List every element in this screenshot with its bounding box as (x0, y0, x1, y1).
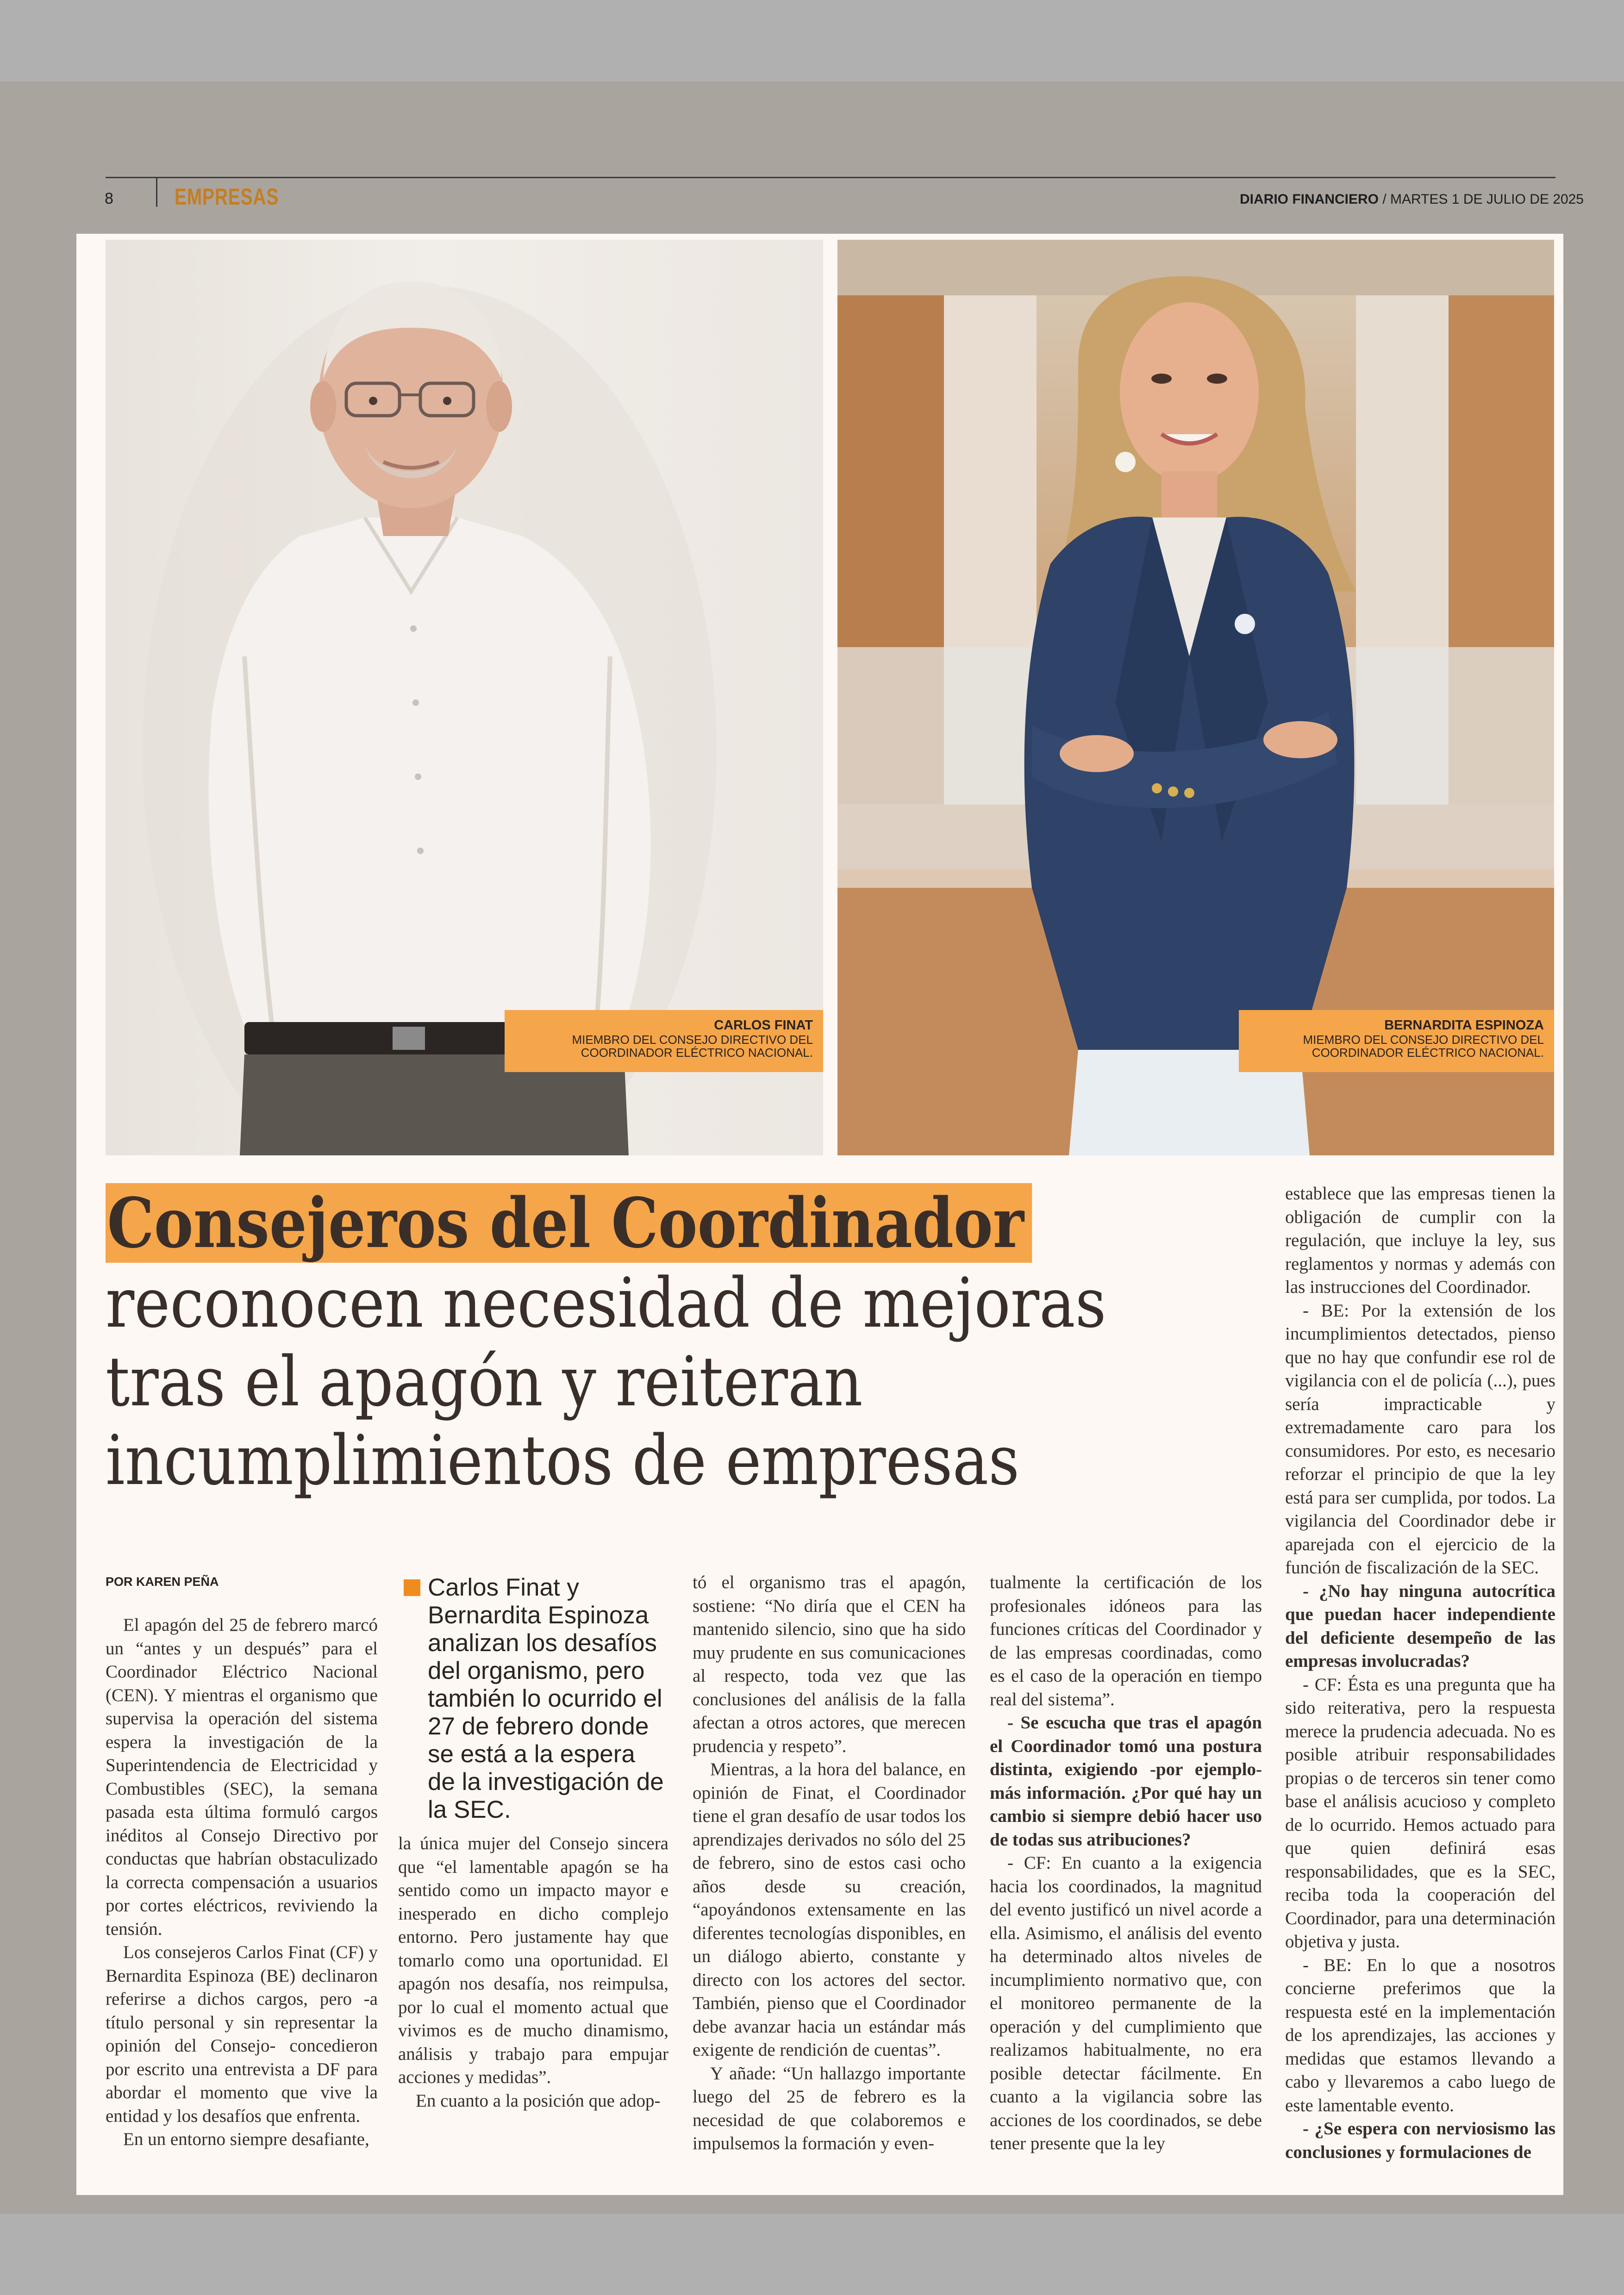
paragraph: Los consejeros Carlos Finat (CF) y Bernardita Espinoza (BE) declinaron referirse a dichos cargos, pero -a título personal y sin representar la opinión del Consejo- concedieron por escrito una entrevista a DF para abordar el momento que vive la entidad y los desafíos que enfrenta. (106, 1942, 378, 2126)
headline-rest: reconocen necesidad de mejoras tras el apagón y reiteran incumplimientos de empresas (106, 1263, 1106, 1500)
caption-name: CARLOS FINAT (714, 1018, 813, 1033)
masthead (1240, 192, 1584, 207)
caption-bernardita-espinoza (1239, 1010, 1554, 1072)
paragraph: En cuanto a la posición que adop- (416, 2090, 661, 2111)
publication-name: DIARIO FINANCIERO (1240, 192, 1379, 207)
paragraph: establece que las empresas tienen la obligación de cumplir con la regulación, que incluye la ley, sus reglamentos y normas y además con las instrucciones del Coordinador. (1285, 1184, 1555, 1297)
body-column-3 (693, 1571, 966, 2156)
top-margin-band (0, 0, 1624, 81)
summary-text: Carlos Finat y Bernardita Espinoza analizan los desafíos del organismo, pero también lo ocurrido el 27 de febrero donde se está a la espera de la investigación de la SEC. (428, 1574, 664, 1823)
paragraph: El apagón del 25 de febrero marcó un “antes y un después” para el Coordinador Eléctrico Nacional (CEN). Y mientras el organismo que supervisa la operación del sistema espera la investigación de la Superintendencia de Electricidad y Combustibles (SEC), la semana pasada esta última formuló cargos inéditos al Consejo Directivo por conductas que habrían obstaculizado la correcta compensación a usuarios por cortes eléctricos, reviviendo la tensión. (106, 1615, 378, 1939)
header-rule (106, 177, 1555, 178)
summary-bullet-square (404, 1579, 420, 1596)
article-headline (106, 1183, 1263, 1500)
interview-question: - ¿No hay ninguna autocrítica que puedan hacer independiente del deficiente desempeño de las empresas involucradas? (1285, 1581, 1555, 1671)
paragraph: la única mujer del Consejo sincera que “el lamentable apagón se ha sentido como un impacto mayor e inesperado en dicho complejo entorno. Pero justamente hay que tomarlo como una oportunidad. El apagón nos desafía, nos reimpulsa, por lo cual el momento actual que vivimos es de mucho dinamismo, análisis y trabajo para empujar acciones y medidas”. (398, 1834, 668, 2087)
headline-highlight: Consejeros del Coordinador (106, 1183, 1032, 1263)
paragraph: - BE: En lo que a nosotros concierne preferimos que la respuesta esté en la implementación de los aprendizajes, las acciones y medidas que estamos llevando a cabo y llevaremos a cabo luego de este lamentable evento. (1285, 1955, 1555, 2115)
caption-name: BERNARDITA ESPINOZA (1384, 1018, 1544, 1033)
paragraph: En un entorno siempre desafiante, (123, 2129, 369, 2149)
issue-date: / MARTES 1 DE JULIO DE 2025 (1379, 192, 1584, 207)
body-column-2 (398, 1574, 668, 2113)
paragraph: Mientras, a la hora del balance, en opinión de Finat, el Coordinador tiene el gran desafío de usar todos los aprendizajes derivados no sólo del 25 de febrero, sino de estos casi ocho años desde su creación, “apoyándonos extensamente en las diferentes tecnologías disponibles, en un diálogo abierto, constante y directo con los actores del sector. También, pienso que el Coordinador debe avanzar hacia un estándar más exigente de rendición de cuentas”. (693, 1759, 966, 2060)
paragraph: Y añade: “Un hallazgo importante luego del 25 de febrero es la necesidad de que colaboremos e impulsemos la formación y even- (693, 2063, 966, 2153)
interview-question: - Se escucha que tras el apagón el Coordinador tomó una postura distinta, exigiendo -por ejemplo- más información. ¿Por qué hay un cambio si siempre debió hacer uso de todas sus atribuciones? (990, 1713, 1262, 1850)
paragraph: tó el organismo tras el apagón, sostiene: “No diría que el CEN ha mantenido silencio, sino que ha sido muy prudente en sus comunicaciones al respecto, toda vez que las conclusiones del análisis de la falla afectan a otros actores, que merecen prudencia y respeto”. (693, 1572, 966, 1756)
paragraph: - BE: Por la extensión de los incumplimientos detectados, pienso que no hay que confundir ese rol de vigilancia con el de policía (...), pues sería impracticable y extremadamente caro para los consumidores. Por esto, es necesario reforzar el principio de que la ley está para ser cumplida, por todos. La vigilancia del Coordinador debe ir aparejada con el ejercicio de la función de fiscalización de la SEC. (1285, 1300, 1555, 1578)
section-label: EMPRESAS (175, 184, 279, 210)
article-summary (398, 1574, 668, 1824)
caption-role-line2: COORDINADOR ELÉCTRICO NACIONAL. (581, 1046, 813, 1060)
interview-question: - ¿Se espera con nerviosismo las conclusiones y formulaciones de (1285, 2119, 1555, 2162)
paragraph: tualmente la certificación de los profesionales idóneos para las funciones críticas del Coordinador y de las empresas coordinadas, como es el caso de la operación en tiempo real del sistema”. (990, 1572, 1262, 1709)
byline: POR KAREN PEÑA (106, 1575, 219, 1589)
paragraph: - CF: Ésta es una pregunta que ha sido reiterativa, pero la respuesta merece la prudencia adecuada. No es posible atribuir responsabilidades propias o de terceros sin tener como base el análisis acucioso y completo de lo ocurrido. Hemos actuado para que quien definirá esas responsabilidades, que es la SEC, reciba toda la cooperación del Coordinador, para una determinación objetiva y justa. (1285, 1674, 1555, 1952)
body-column-5 (1285, 1182, 1555, 2164)
body-column-1 (106, 1614, 378, 2152)
caption-role-line1: MIEMBRO DEL CONSEJO DIRECTIVO DEL (572, 1033, 813, 1047)
paragraph: - CF: En cuanto a la exigencia hacia los coordinados, la magnitud del evento justificó un nivel acorde a ella. Asimismo, el análisis del evento ha determinado altos niveles de incumplimiento normativo que, con el monitoreo permanente de la operación y del cumplimiento que realizamos habitualmente, no era posible detectar fácilmente. En cuanto a la vigilancia sobre las acciones de los coordinados, se debe tener presente que la ley (990, 1853, 1262, 2153)
header-separator (156, 178, 157, 207)
caption-carlos-finat (505, 1010, 823, 1072)
caption-role-line1: MIEMBRO DEL CONSEJO DIRECTIVO DEL (1303, 1033, 1544, 1047)
caption-role-line2: COORDINADOR ELÉCTRICO NACIONAL. (1312, 1046, 1544, 1060)
body-column-4 (990, 1571, 1262, 2156)
bottom-margin-band (0, 2214, 1624, 2295)
page-number: 8 (105, 190, 113, 207)
